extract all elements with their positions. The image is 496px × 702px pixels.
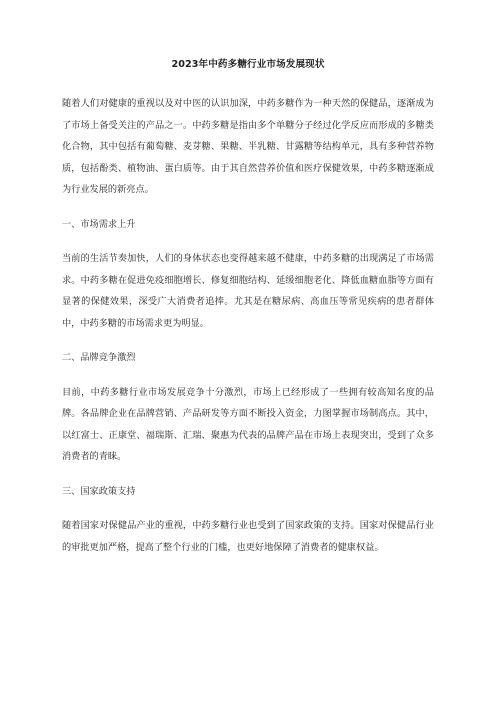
section-heading-policy-support: 三、国家政策支持 [62,485,136,497]
paragraph-gap [62,334,434,347]
paragraph-gap [62,502,434,515]
paragraph-gap [62,201,434,214]
paragraph-gap [62,235,434,248]
paragraph-gap [62,369,434,382]
section-body-brand-competition: 目前，中药多糖行业市场发展竞争十分激烈，市场上已经形成了一些拥有较高知名度的品牌。各品牌企业在品牌营销、产品研发等方面不断投入资金，力图掌握市场制高点。其中，以红富士、正康堂、福瑞斯、汇瑞、聚惠为代表的品牌产品在市场上表现突出，受到了众多消费者的青睐。 [62,386,434,462]
document-title: 2023年中药多糖行业市场发展现状 [171,59,325,70]
section-heading-brand-competition: 二、品牌竞争激烈 [62,352,136,363]
intro-paragraph: 随着人们对健康的重视以及对中医的认识加深，中药多糖作为一种天然的保健品，逐渐成为了市场上备受关注的产品之一。中药多糖是指由多个单糖分子经过化学反应而形成的多糖类化合物，其中包括有葡萄糖、麦芽糖、果糖、半乳糖、甘露糖等结构单元，具有多种营养物质，包括酚类、植物油、蛋白质等。由于其自然营养价值和医疗保健效果，中药多糖逐渐成为行业发展的新亮点。 [62,98,434,195]
section-body-market-demand: 当前的生活节奏加快，人们的身体状态也变得越来越不健康，中药多糖的出现满足了市场需求。中药多糖在促进免疫细胞增长、修复细胞结构、延缓细胞老化、降低血糖血脂等方面有显著的保健效果，深受广大消费者追捧。尤其是在糖尿病、高血压等常见疾病的患者群体中，中药多糖的市场需求更为明显。 [62,253,434,329]
section-heading-market-demand: 一、市场需求上升 [62,218,136,230]
section-body-policy-support: 随着国家对保健品产业的重视，中药多糖行业也受到了国家政策的支持。国家对保健品行业的审批更加严格，提高了整个行业的门槛，也更好地保障了消费者的健康权益。 [62,520,434,553]
paragraph-gap [62,468,434,481]
